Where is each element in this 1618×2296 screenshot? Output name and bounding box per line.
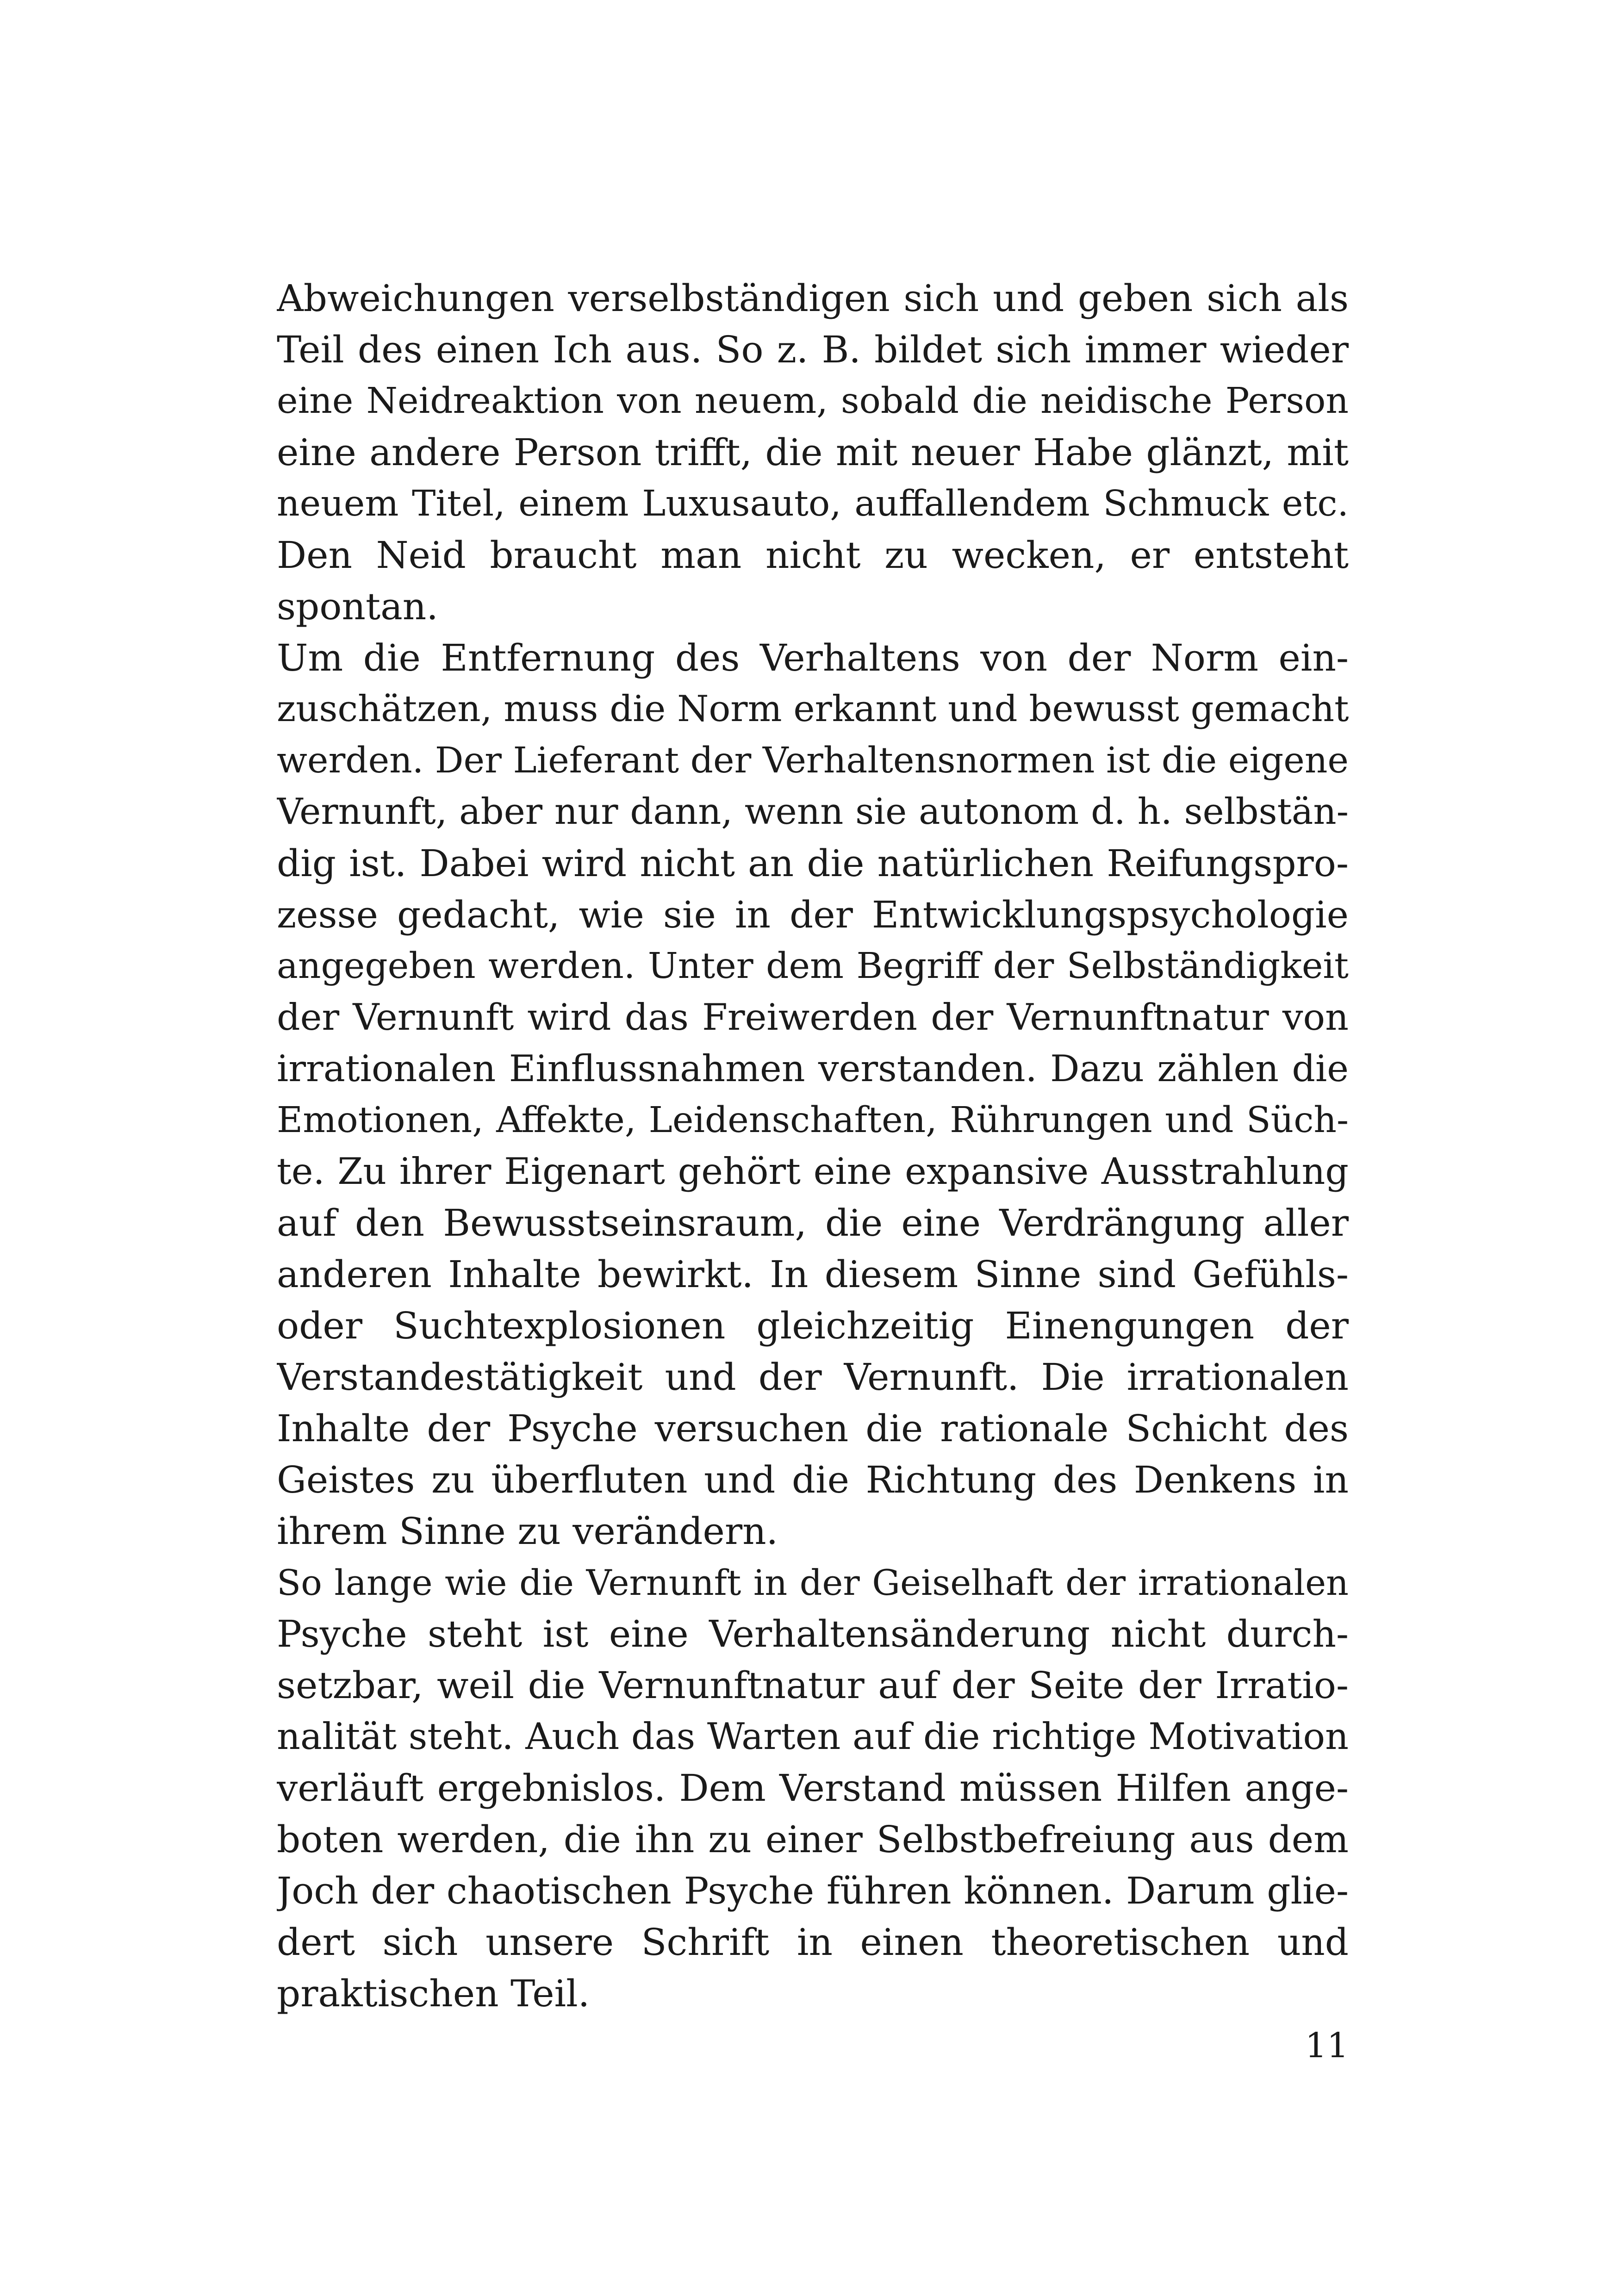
text-line: boten werden, die ihn zu einer Selbstbefreiung aus dem: [277, 1818, 1349, 1861]
page-number: 11: [1305, 2026, 1349, 2066]
text-line: Joch der chaotischen Psyche führen können. Darum glie-: [277, 1869, 1349, 1912]
text-line: eine Neidreaktion von neuem, sobald die neidische Person: [277, 380, 1349, 422]
text-line: Emotionen, Affekte, Leidenschaften, Rührungen und Süch-: [277, 1100, 1349, 1141]
text-line: Geistes zu überfluten und die Richtung des Denkens in: [277, 1458, 1349, 1501]
text-line: ihrem Sinne zu verändern.: [277, 1510, 778, 1553]
text-line: Teil des einen Ich aus. So z. B. bildet sich immer wieder: [277, 328, 1349, 371]
text-line: Psyche steht ist eine Verhaltensänderung nicht durch-: [277, 1612, 1349, 1655]
text-line: dert sich unsere Schrift in einen theoretischen und: [277, 1921, 1349, 1964]
text-line: irrationalen Einflussnahmen verstanden. Dazu zählen die: [277, 1047, 1349, 1090]
text-line: werden. Der Lieferant der Verhaltensnormen ist die eigene: [277, 740, 1349, 781]
text-line: nalität steht. Auch das Warten auf die richtige Motivation: [277, 1715, 1349, 1758]
text-line: eine andere Person trifft, die mit neuer Habe glänzt, mit: [277, 431, 1349, 474]
text-line: Inhalte der Psyche versuchen die rationale Schicht des: [277, 1407, 1349, 1450]
text-line: te. Zu ihrer Eigenart gehört eine expansive Ausstrahlung: [277, 1150, 1349, 1193]
body-text: [277, 273, 1349, 2019]
text-line: spontan.: [277, 585, 438, 628]
text-line: verläuft ergebnislos. Dem Verstand müssen Hilfen ange-: [277, 1767, 1349, 1810]
text-line: So lange wie die Vernunft in der Geiselhaft der irrationalen: [277, 1562, 1349, 1603]
text-line: setzbar, weil die Vernunftnatur auf der Seite der Irratio-: [277, 1664, 1349, 1707]
text-line: anderen Inhalte bewirkt. In diesem Sinne sind Gefühls-: [277, 1253, 1349, 1296]
text-line: der Vernunft wird das Freiwerden der Vernunftnatur von: [277, 996, 1349, 1039]
text-line: oder Suchtexplosionen gleichzeitig Einengungen der: [277, 1304, 1349, 1347]
text-line: dig ist. Dabei wird nicht an die natürlichen Reifungspro-: [277, 842, 1349, 885]
text-line: auf den Bewusstseinsraum, die eine Verdrängung aller: [277, 1201, 1349, 1244]
text-line: praktischen Teil.: [277, 1972, 590, 2015]
text-line: Verstandestätigkeit und der Vernunft. Die irrationalen: [277, 1356, 1349, 1399]
text-line: Vernunft, aber nur dann, wenn sie autonom d. h. selbstän-: [277, 791, 1349, 833]
text-line: neuem Titel, einem Luxusauto, auffallendem Schmuck etc.: [277, 483, 1349, 524]
text-line: Abweichungen verselbständigen sich und geben sich als: [277, 277, 1349, 320]
text-line: zuschätzen, muss die Norm erkannt und bewusst gemacht: [277, 688, 1349, 730]
text-line: Um die Entfernung des Verhaltens von der Norm ein-: [277, 636, 1349, 679]
text-line: Den Neid braucht man nicht zu wecken, er entsteht: [277, 534, 1349, 577]
text-line: zesse gedacht, wie sie in der Entwicklungspsychologie: [277, 893, 1349, 936]
text-line: angegeben werden. Unter dem Begriff der Selbständigkeit: [277, 946, 1349, 987]
